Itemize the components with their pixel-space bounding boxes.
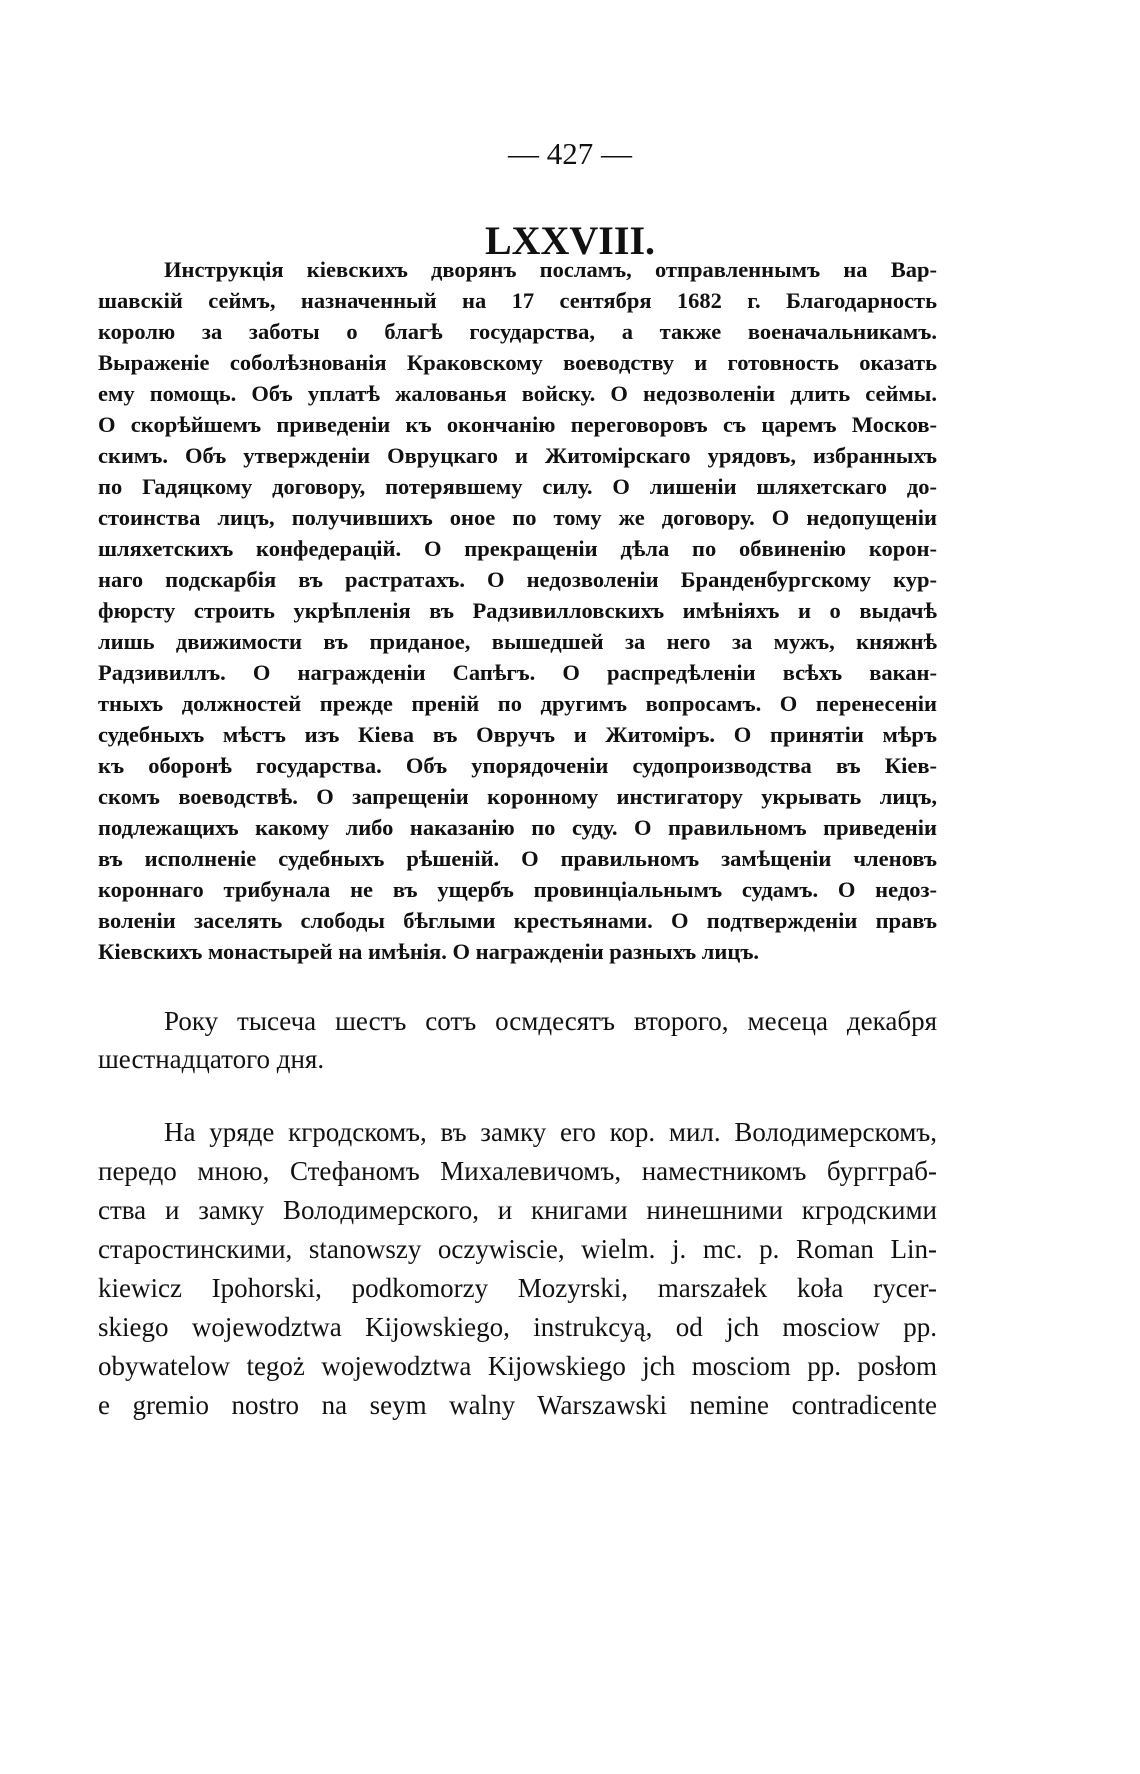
summary-line: короннаго трибунала не въ ущербъ провинціальнымъ судамъ. О недоз- xyxy=(98,877,937,902)
summary-line: скимъ. Объ утвержденіи Овруцкаго и Житомірскаго урядовъ, избранныхъ xyxy=(98,443,937,468)
summary-line: скомъ воеводствѣ. О запрещеніи коронному инстигатору укрывать лицъ, xyxy=(98,784,937,809)
summary-line: воленіи заселять слободы бѣглыми крестьянами. О подтвержденіи правъ xyxy=(98,908,937,933)
summary-line: къ оборонѣ государства. Объ упорядоченіи судопроизводства въ Кіев- xyxy=(98,753,937,778)
summary-line: Инструкція кіевскихъ дворянъ посламъ, отправленнымъ на Вар- xyxy=(164,257,937,282)
summary-line: подлежащихъ какому либо наказанію по суду. О правильномъ приведеніи xyxy=(98,815,937,840)
summary-line: въ исполненіе судебныхъ рѣшеній. О правильномъ замѣщеніи членовъ xyxy=(98,846,937,871)
summary-line: наго подскарбія въ растратахъ. О недозволеніи Бранденбургскому кур- xyxy=(98,567,937,592)
body-line: skiego wojewodztwa Kijowskiego, instrukcyą, od jch mosciow pp. xyxy=(98,1312,937,1342)
summary-line: тныхъ должностей прежде преній по другимъ вопросамъ. О перенесеніи xyxy=(98,691,937,716)
body-line: kiewicz Ipohorski, podkomorzy Mozyrski, marszałek koła rycer- xyxy=(98,1273,937,1303)
body-line: e gremio nostro na seym walny Warszawski nemine contradicente xyxy=(98,1390,937,1420)
summary-line: шавскій сеймъ, назначенный на 17 сентября 1682 г. Благодарность xyxy=(98,288,937,313)
summary-line: судебныхъ мѣстъ изъ Кіева въ Овручъ и Житоміръ. О принятіи мѣръ xyxy=(98,722,937,747)
summary-line: стоинства лицъ, получившихъ оное по тому же договору. О недопущеніи xyxy=(98,505,937,530)
summary-line: лишь движимости въ приданое, вышедшей за него за мужъ, княжнѣ xyxy=(98,629,937,654)
summary-line: Выраженіе соболѣзнованія Краковскому воеводству и готовность оказать xyxy=(98,350,937,375)
body-line: старостинскими, stanowszy oczywiscie, wielm. j. mc. p. Roman Lin- xyxy=(98,1234,937,1264)
summary-line: по Гадяцкому договору, потерявшему силу. О лишеніи шляхетскаго до- xyxy=(98,474,937,499)
section-heading: LXXVIII. xyxy=(484,218,656,263)
body-line: Року тысеча шестъ сотъ осмдесятъ второго, месеца декабря xyxy=(164,1006,937,1036)
summary-line: О скорѣйшемъ приведеніи къ окончанію переговоровъ съ царемъ Москов- xyxy=(98,412,937,437)
body-line: На уряде кгродскомъ, въ замку его кор. мил. Володимерскомъ, xyxy=(164,1117,937,1147)
summary-line: ему помощь. Объ уплатѣ жалованья войску. О недозволеніи длить сеймы. xyxy=(98,381,937,406)
summary-line: фюрсту строить укрѣпленія въ Радзивилловскихъ имѣніяхъ и о выдачѣ xyxy=(98,598,937,623)
summary-line: королю за заботы о благѣ государства, а также военачальникамъ. xyxy=(98,319,937,344)
body-line: передо мною, Стефаномъ Михалевичомъ, наместникомъ бургграб- xyxy=(98,1156,937,1186)
summary-line: шляхетскихъ конфедерацій. О прекращеніи дѣла по обвиненію корон- xyxy=(98,536,937,561)
body-line: ства и замку Володимерского, и книгами нинешними кгродскими xyxy=(98,1195,937,1225)
body-line: obywatelow tegoż wojewodztwa Kijowskiego jch mosciom pp. posłom xyxy=(98,1351,937,1381)
page-number: — 427 — xyxy=(508,136,632,171)
body-line: шестнадцатого дня. xyxy=(98,1044,325,1074)
summary-line: Кіевскихъ монастырей на имѣнія. О награжденіи разныхъ лицъ. xyxy=(98,939,760,964)
summary-line: Радзивиллъ. О награжденіи Сапѣгъ. О распредѣленіи всѣхъ вакан- xyxy=(98,660,937,685)
